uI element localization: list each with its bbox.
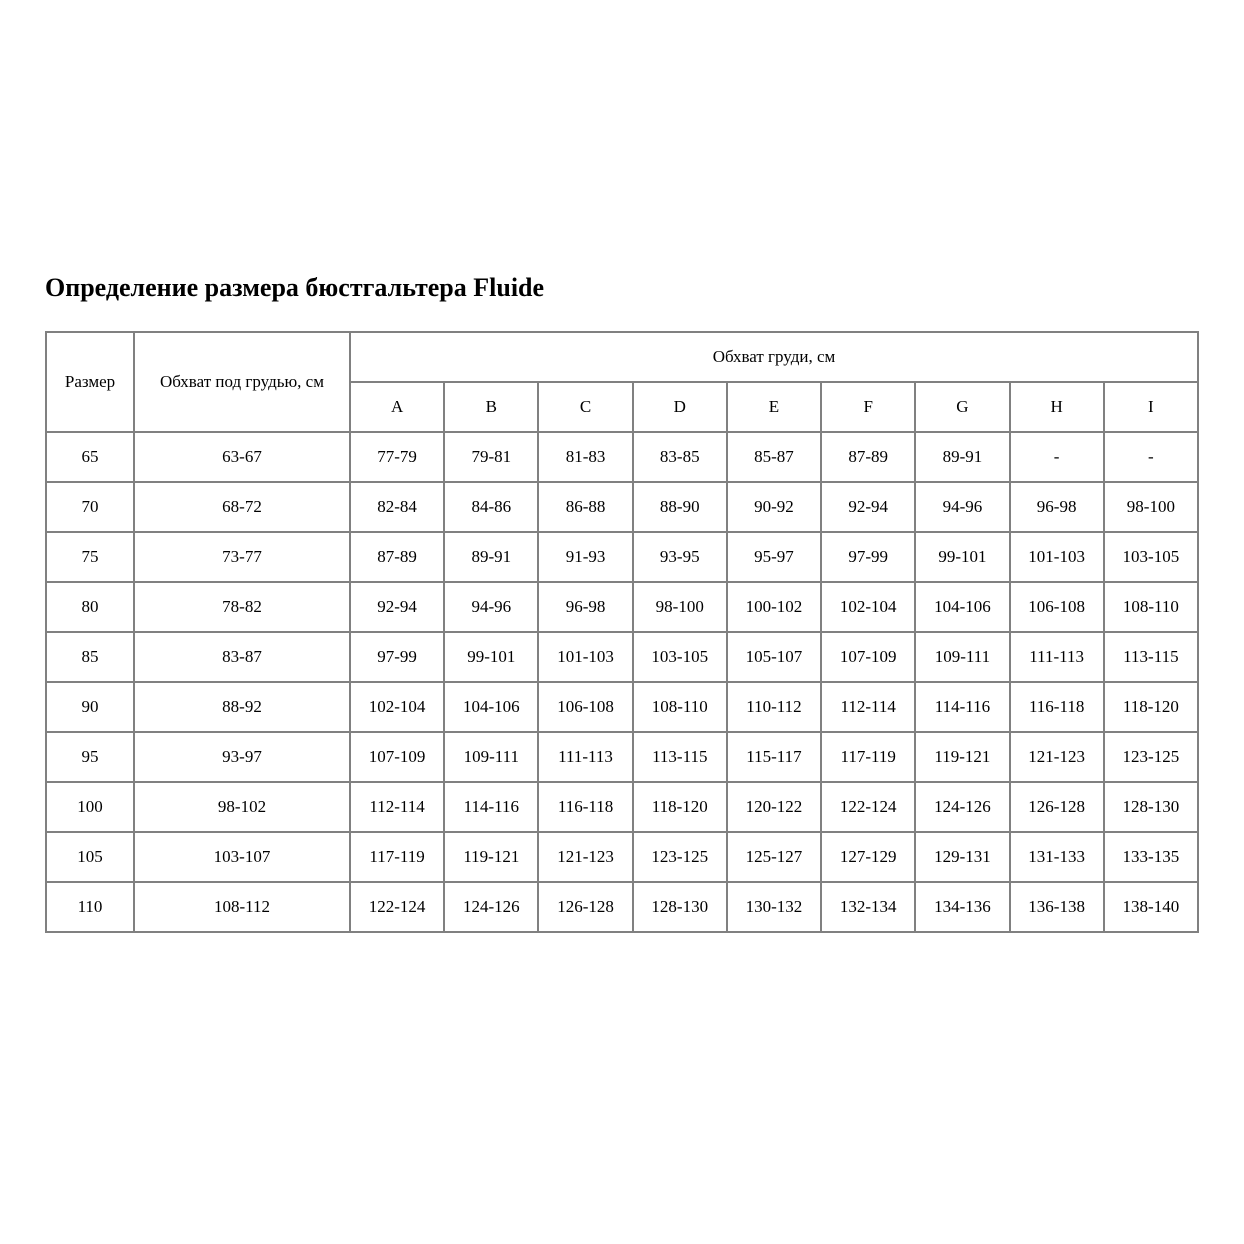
table-row [46, 832, 1198, 882]
table-row [46, 732, 1198, 782]
bust-range-cell: 108-110 [633, 682, 727, 732]
bust-range-cell: 105-107 [727, 632, 821, 682]
cup-column-header: A [350, 382, 444, 432]
bust-range-cell: 133-135 [1104, 832, 1198, 882]
size-cell: 110 [46, 882, 134, 932]
bust-range-cell: 101-103 [538, 632, 632, 682]
underbust-cell: 93-97 [134, 732, 350, 782]
bust-range-cell: 82-84 [350, 482, 444, 532]
bust-range-cell: 128-130 [1104, 782, 1198, 832]
bust-range-cell: 101-103 [1010, 532, 1104, 582]
cup-column-header: D [633, 382, 727, 432]
bust-range-cell: 92-94 [821, 482, 915, 532]
underbust-cell: 68-72 [134, 482, 350, 532]
bust-range-cell: 89-91 [915, 432, 1009, 482]
bust-range-cell: 95-97 [727, 532, 821, 582]
bust-range-cell: 130-132 [727, 882, 821, 932]
bust-range-cell: 91-93 [538, 532, 632, 582]
underbust-cell: 88-92 [134, 682, 350, 732]
bust-range-cell: 112-114 [350, 782, 444, 832]
bust-range-cell: 122-124 [350, 882, 444, 932]
bust-range-cell: 100-102 [727, 582, 821, 632]
size-cell: 95 [46, 732, 134, 782]
bust-range-cell: 111-113 [538, 732, 632, 782]
underbust-cell: 73-77 [134, 532, 350, 582]
bust-range-cell: 94-96 [915, 482, 1009, 532]
bust-range-cell: 126-128 [538, 882, 632, 932]
bust-range-cell: 113-115 [1104, 632, 1198, 682]
bust-range-cell: 112-114 [821, 682, 915, 732]
bust-range-cell: 81-83 [538, 432, 632, 482]
table-row [46, 782, 1198, 832]
cup-column-header: I [1104, 382, 1198, 432]
bust-range-cell: 99-101 [915, 532, 1009, 582]
bust-range-cell: 121-123 [538, 832, 632, 882]
bust-range-cell: 127-129 [821, 832, 915, 882]
bust-range-cell: 102-104 [350, 682, 444, 732]
bust-range-cell: 85-87 [727, 432, 821, 482]
bust-range-cell: 120-122 [727, 782, 821, 832]
underbust-cell: 98-102 [134, 782, 350, 832]
bust-range-cell: 121-123 [1010, 732, 1104, 782]
bust-range-cell: 88-90 [633, 482, 727, 532]
table-row [46, 682, 1198, 732]
bust-range-cell: 97-99 [821, 532, 915, 582]
bust-range-cell: - [1104, 432, 1198, 482]
size-cell: 85 [46, 632, 134, 682]
bust-range-cell: 96-98 [1010, 482, 1104, 532]
bust-range-cell: 106-108 [538, 682, 632, 732]
bust-range-cell: 109-111 [915, 632, 1009, 682]
bust-range-cell: 97-99 [350, 632, 444, 682]
bust-range-cell: 87-89 [350, 532, 444, 582]
size-column-header: Размер [46, 332, 134, 432]
bust-range-cell: 93-95 [633, 532, 727, 582]
bust-range-cell: 124-126 [444, 882, 538, 932]
table-row [46, 482, 1198, 532]
bust-range-cell: 118-120 [1104, 682, 1198, 732]
bust-range-cell: 103-105 [633, 632, 727, 682]
bust-range-cell: 77-79 [350, 432, 444, 482]
bust-range-cell: 98-100 [1104, 482, 1198, 532]
size-cell: 65 [46, 432, 134, 482]
size-cell: 105 [46, 832, 134, 882]
bust-range-cell: 132-134 [821, 882, 915, 932]
bust-range-cell: 114-116 [444, 782, 538, 832]
bust-range-cell: 84-86 [444, 482, 538, 532]
size-cell: 80 [46, 582, 134, 632]
cup-column-header: G [915, 382, 1009, 432]
bust-range-cell: 102-104 [821, 582, 915, 632]
bust-range-cell: 119-121 [915, 732, 1009, 782]
bust-range-cell: 106-108 [1010, 582, 1104, 632]
bust-range-cell: 109-111 [444, 732, 538, 782]
table-row [46, 632, 1198, 682]
bust-range-cell: 138-140 [1104, 882, 1198, 932]
table-body [46, 432, 1198, 932]
table-row [46, 532, 1198, 582]
bust-range-cell: 104-106 [915, 582, 1009, 632]
bust-range-cell: 136-138 [1010, 882, 1104, 932]
bust-range-cell: 134-136 [915, 882, 1009, 932]
bust-range-cell: 108-110 [1104, 582, 1198, 632]
table-row [46, 432, 1198, 482]
bust-range-cell: - [1010, 432, 1104, 482]
size-cell: 90 [46, 682, 134, 732]
bust-range-cell: 117-119 [350, 832, 444, 882]
page-title: Определение размера бюстгальтера Fluide [45, 273, 545, 302]
bust-range-cell: 104-106 [444, 682, 538, 732]
bra-size-table [45, 331, 1199, 933]
size-cell: 75 [46, 532, 134, 582]
cup-column-header: F [821, 382, 915, 432]
bust-range-cell: 110-112 [727, 682, 821, 732]
table-header [46, 332, 1198, 432]
bust-range-cell: 118-120 [633, 782, 727, 832]
bust-range-cell: 83-85 [633, 432, 727, 482]
bust-range-cell: 111-113 [1010, 632, 1104, 682]
table-row [46, 582, 1198, 632]
cup-column-header: C [538, 382, 632, 432]
size-cell: 100 [46, 782, 134, 832]
bust-range-cell: 86-88 [538, 482, 632, 532]
underbust-column-header: Обхват под грудью, см [134, 332, 350, 432]
bust-range-cell: 119-121 [444, 832, 538, 882]
bust-range-cell: 125-127 [727, 832, 821, 882]
bust-range-cell: 92-94 [350, 582, 444, 632]
underbust-cell: 78-82 [134, 582, 350, 632]
bust-range-cell: 124-126 [915, 782, 1009, 832]
underbust-cell: 63-67 [134, 432, 350, 482]
bust-group-header: Обхват груди, см [350, 332, 1198, 382]
bust-range-cell: 131-133 [1010, 832, 1104, 882]
bust-range-cell: 123-125 [633, 832, 727, 882]
bust-range-cell: 99-101 [444, 632, 538, 682]
underbust-cell: 103-107 [134, 832, 350, 882]
bust-range-cell: 113-115 [633, 732, 727, 782]
bust-range-cell: 122-124 [821, 782, 915, 832]
bust-range-cell: 103-105 [1104, 532, 1198, 582]
cup-column-header: B [444, 382, 538, 432]
bust-range-cell: 89-91 [444, 532, 538, 582]
bust-range-cell: 107-109 [350, 732, 444, 782]
bust-range-cell: 117-119 [821, 732, 915, 782]
bust-range-cell: 87-89 [821, 432, 915, 482]
bust-range-cell: 98-100 [633, 582, 727, 632]
bust-range-cell: 128-130 [633, 882, 727, 932]
bust-range-cell: 79-81 [444, 432, 538, 482]
table-row [46, 882, 1198, 932]
underbust-cell: 108-112 [134, 882, 350, 932]
bust-range-cell: 126-128 [1010, 782, 1104, 832]
bust-range-cell: 129-131 [915, 832, 1009, 882]
bust-range-cell: 123-125 [1104, 732, 1198, 782]
bust-range-cell: 116-118 [538, 782, 632, 832]
bust-range-cell: 116-118 [1010, 682, 1104, 732]
size-cell: 70 [46, 482, 134, 532]
underbust-cell: 83-87 [134, 632, 350, 682]
bust-range-cell: 90-92 [727, 482, 821, 532]
bust-range-cell: 107-109 [821, 632, 915, 682]
bust-range-cell: 114-116 [915, 682, 1009, 732]
bust-range-cell: 94-96 [444, 582, 538, 632]
bust-range-cell: 115-117 [727, 732, 821, 782]
cup-column-header: H [1010, 382, 1104, 432]
cup-column-header: E [727, 382, 821, 432]
group-header-row [46, 332, 1198, 382]
bust-range-cell: 96-98 [538, 582, 632, 632]
